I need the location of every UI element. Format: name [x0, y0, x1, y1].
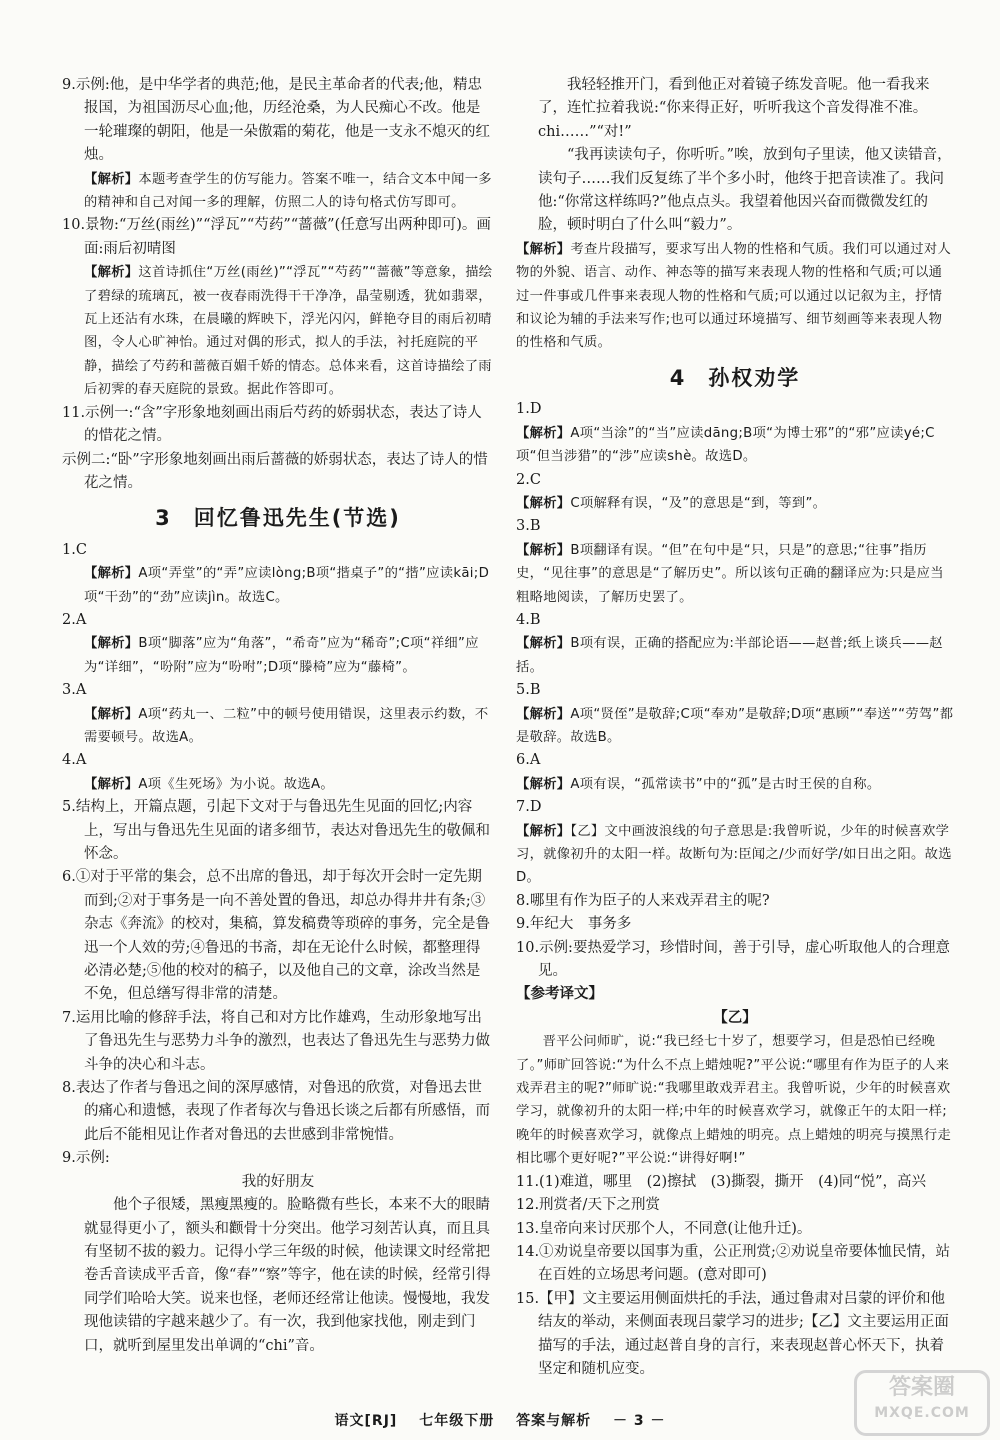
footer-grade: 七年级下册	[419, 1413, 495, 1429]
answer-6: 6.A	[516, 752, 541, 769]
watermark-logo	[854, 1370, 990, 1436]
analysis-text: A项“贤侄”是敬辞;C项“奉劝”是敬辞;D项“惠顾”“奉送”“劳驾”都是敬辞。故选B。	[516, 706, 954, 745]
answer-12: 12.刑赏者/天下之刑赏	[516, 1197, 660, 1214]
right-column	[516, 74, 954, 1381]
analysis-text: 考查片段描写，要求写出人物的性格和气质。我们可以通过对人物的外貌、语言、动作、神态等的描写来表现人物的性格和气质;可以通过一件事或几件事来表现人物的性格和气质;可以通过以记叙为主，抒情和议论为辅的手法来写作;也可以通过环境描写、细节刻画等来表现人物的性格和气质。	[516, 241, 952, 351]
footer-subject: 语文[RJ]	[334, 1413, 398, 1429]
answer-9: 9.示例:	[62, 1150, 110, 1167]
answer-4: 4.A	[62, 752, 87, 769]
answer-3: 3.A	[62, 682, 87, 699]
left-column	[62, 74, 494, 1358]
answer-10: 10.示例:要热爱学习，珍惜时间，善于引导，虚心听取他人的合理意见。	[516, 939, 950, 980]
essay-paragraph: “我再读读句子，你听听。”唉，放到句子里读，他又读错音，读句子……我们反复练了半个多小时，他终于把音读准了。我问他:“你常这样练吗?”他点点头。我望着他因兴奋而微微发红的脸，顿时明白了什么叫“毅力”。	[538, 147, 952, 234]
footer-title: 答案与解析	[516, 1413, 592, 1429]
section-number: 4	[669, 365, 687, 390]
reference-translation-label: 【参考译文】	[516, 986, 603, 1003]
section-title-4	[516, 367, 954, 390]
answer-6: 6.①对于平常的集会，总不出席的鲁迅，却于每次开会时一定先期而到;②对于事务是一向不善处置的鲁迅，却总办得井井有条;③杂志《奔流》的校对，集稿，算发稿费等琐碎的事务，完全是鲁迅一个人效的劳;④鲁迅的书斋，却在无论什么时候，都整理得必清必楚;⑤他的校对的稿子，以及他自己的文章，涂改当然是不免，但总缮写得非常的清楚。	[62, 869, 490, 1003]
analysis-4	[62, 773, 494, 796]
essay-paragraph: 我轻轻推开门，看到他正对着镜子练发音呢。他一看我来了，连忙拉着我说:“你来得正好，听听我这个音发得准不准。chi……”“对!”	[538, 77, 930, 140]
answer-q11-example2: 示例二:“卧”字形象地刻画出雨后蔷薇的娇弱状态，表达了诗人的惜花之情。	[62, 451, 488, 491]
translation-text: 晋平公问师旷，说:“我已经七十岁了，想要学习，但是恐怕已经晚了。”师旷回答说:“为什么不点上蜡烛呢?”平公说:“哪里有作为臣子的人来戏弄君主的呢?”师旷说:“我哪里敢戏弄君主。我曾听说，少年的时候喜欢学习，就像初升的太阳一样;中年的时候喜欢学习，就像正午的太阳一样;晚年的时候喜欢学习，就像点上蜡烛的明亮。点上蜡烛的明亮与摸黑行走相比哪个更好呢?”平公说:“讲得好啊!”	[516, 1034, 952, 1167]
analysis-tag: 【解析】	[516, 636, 571, 652]
section-title-3	[62, 507, 494, 530]
analysis-text: A项“当涂”的“当”应读dāng;B项“为博士邪”的“邪”应读yé;C项“但当涉猎”的“涉”应读shè。故选D。	[516, 425, 935, 465]
section-number: 3	[155, 506, 172, 531]
essay-paragraph: 他个子很矮，黑瘦黑瘦的。脸略微有些长，本来不大的眼睛就显得更小了，额头和颧骨十分突出。他学习刻苦认真，而且具有坚韧不拔的毅力。记得小学三年级的时候，他读课文时经常把卷舌音读成平舌音，像“春”“察”等字，他在读的时候，经常引得同学们哈哈大笑。说来也怪，老师还经常让他读。慢慢地，我发现他读错的字越来越少了。有一次，我到他家找他，刚走到门口，就听到屋里发出单调的“chi”音。	[84, 1197, 491, 1354]
answer-2: 2.A	[62, 611, 87, 628]
analysis-text: B项有误，正确的搭配应为:半部论语——赵普;纸上谈兵——赵括。	[516, 636, 943, 675]
analysis-tag: 【解析】	[516, 706, 571, 722]
analysis-text: 这首诗抓住“万丝(雨丝)”“浮瓦”“芍药”“蔷薇”等意象，描绘了碧绿的琉璃瓦，被一夜春雨洗得干干净净，晶莹剔透，犹如翡翠，瓦上还沾有水珠，在晨曦的辉映下，浮光闪闪，鲜艳夺目的雨后初晴图，令人心旷神怡。通过对偶的形式，拟人的手法，衬托庭院的平静，描绘了芍药和蔷薇百媚千娇的情态。总体来看，这首诗描绘了雨后初霁的春天庭院的景致。据此作答即可。	[84, 265, 493, 398]
answer-1: 1.D	[516, 401, 542, 418]
watermark-url: MXQE.COM	[874, 1405, 970, 1421]
section-name: 回忆鲁迅先生(节选)	[193, 506, 401, 531]
analysis-tag: 【解析】	[84, 171, 139, 187]
analysis-tag: 【解析】	[516, 241, 571, 257]
essay-title: 我的好朋友	[241, 1173, 315, 1190]
analysis-text: B项翻译有误。“但”在句中是“只，只是”的意思;“往事”指历史，“见往事”的意思是“了解历史”。所以该句正确的翻译应为:只是应当粗略地阅读，了解历史罢了。	[516, 542, 944, 605]
answer-13: 13.皇帝向来讨厌那个人，不同意(让他升迁)。	[516, 1220, 812, 1237]
analysis-4	[516, 632, 954, 679]
analysis-q9	[62, 168, 494, 215]
answer-2: 2.C	[516, 471, 541, 488]
analysis-tag: 【解析】	[84, 566, 139, 582]
analysis-2	[516, 492, 954, 515]
answer-9: 9.年纪大 事务多	[516, 916, 632, 933]
answer-15: 15.【甲】文主要运用侧面烘托的手法，通过鲁肃对吕蒙的评价和他结友的举动，来侧面表现吕蒙学习的进步;【乙】文主要运用正面描写的手法，通过赵普自身的言行，来表现赵普心怀天下，执着坚定和随机应变。	[516, 1290, 949, 1377]
analysis-1	[62, 562, 494, 609]
analysis-text: A项“弄堂”的“弄”应读lòng;B项“揩桌子”的“揩”应读kāi;D项“干劲”的“劲”应读jìn。故选C。	[84, 566, 490, 605]
watermark-text: 答案圈	[888, 1375, 955, 1400]
answer-3: 3.B	[516, 518, 541, 535]
analysis-tag: 【解析】	[84, 706, 139, 722]
answer-8: 8.表达了作者与鲁迅之间的深厚感情，对鲁迅的欣赏，对鲁迅去世的痛心和遗憾，表现了作者每次与鲁迅长谈之后都有所感悟，而此后不能相见让作者对鲁迅的去世感到非常惋惜。	[62, 1080, 490, 1143]
analysis-1	[516, 422, 954, 469]
answer-4: 4.B	[516, 611, 541, 628]
answer-7: 7.D	[516, 799, 542, 816]
answer-8: 8.哪里有作为臣子的人来戏弄君主的呢?	[516, 892, 770, 909]
analysis-5	[516, 703, 954, 750]
answer-14: 14.①劝说皇帝要以国事为重，公正刑赏;②劝说皇帝要体恤民情，站在百姓的立场思考问题。(意对即可)	[516, 1243, 950, 1284]
answer-5: 5.B	[516, 682, 541, 699]
analysis-text: A项有误，“孤常读书”中的“孤”是古时王侯的自称。	[570, 776, 881, 792]
analysis-7	[516, 820, 954, 890]
analysis-text: 本题考查学生的仿写能力。答案不唯一，结合文本中闻一多的精神和自己对闻一多的理解，仿照二人的诗句格式仿写即可。	[84, 171, 492, 211]
analysis-3	[516, 539, 954, 609]
analysis-tag: 【解析】	[84, 776, 139, 792]
analysis-text: A项“药丸一、二粒”中的顿号使用错误，这里表示约数，不需要顿号。故选A。	[84, 706, 489, 745]
analysis-tag: 【解析】	[516, 425, 571, 441]
answer-7: 7.运用比喻的修辞手法，将自己和对方比作雄鸡，生动形象地写出了鲁迅先生与恶势力斗争的激烈，也表达了鲁迅先生与恶势力做斗争的决心和斗志。	[62, 1009, 490, 1073]
answer-q9: 9.示例:他，是中华学者的典范;他，是民主革命者的代表;他，精忠报国，为祖国沥尽心血;他，历经沧桑，为人民痴心不改。他是一轮璀璨的朝阳，他是一朵傲霜的菊花，他是一支永不熄灭的红烛。	[62, 77, 490, 164]
answer-5: 5.结构上，开篇点题，引起下文对于与鲁迅先生见面的回忆;内容上，写出与鲁迅先生见面的诸多细节，表达对鲁迅先生的敬佩和怀念。	[62, 799, 490, 862]
analysis-text: B项“脚落”应为“角落”，“希奇”应为“稀奇”;C项“祥细”应为“详细”，“吩附”应为“吩咐”;D项“滕椅”应为“藤椅”。	[84, 636, 479, 675]
page-number: － 3 －	[612, 1413, 666, 1429]
analysis-tag: 【解析】	[84, 636, 139, 652]
analysis-q10	[62, 261, 494, 401]
page-footer	[0, 1410, 1000, 1433]
analysis-text: A项《生死场》为小说。故选A。	[138, 776, 334, 792]
analysis-tag: 【解析】	[516, 823, 571, 839]
answer-1: 1.C	[62, 541, 87, 558]
analysis-tag: 【解析】	[84, 265, 139, 281]
analysis-text: C项解释有误，“及”的意思是“到，等到”。	[570, 495, 827, 511]
analysis-tag: 【解析】	[516, 495, 571, 511]
section-name: 孙权劝学	[708, 365, 801, 390]
answer-q11-example1: 11.示例一:“含”字形象地刻画出雨后芍药的娇弱状态，表达了诗人的惜花之情。	[62, 404, 482, 445]
translation-part-label: 【乙】	[713, 1009, 757, 1026]
analysis-3	[62, 703, 494, 750]
answer-q10: 10.景物:“万丝(雨丝)”“浮瓦”“芍药”“蔷薇”(任意写出两种即可)。画面:雨后初晴图	[62, 217, 491, 257]
analysis-tag: 【解析】	[516, 776, 571, 792]
analysis-6	[516, 773, 954, 796]
analysis-2	[62, 632, 494, 679]
analysis-tag: 【解析】	[516, 542, 571, 558]
analysis-essay	[516, 238, 954, 355]
answer-11: 11.(1)难道，哪里 (2)擦拭 (3)撕裂，撕开 (4)同“悦”，高兴	[516, 1173, 927, 1190]
analysis-text: 【乙】文中画波浪线的句子意思是:我曾听说，少年的时候喜欢学习，就像初升的太阳一样。故断句为:臣闻之/少而好学/如日出之阳。故选D。	[516, 823, 952, 886]
